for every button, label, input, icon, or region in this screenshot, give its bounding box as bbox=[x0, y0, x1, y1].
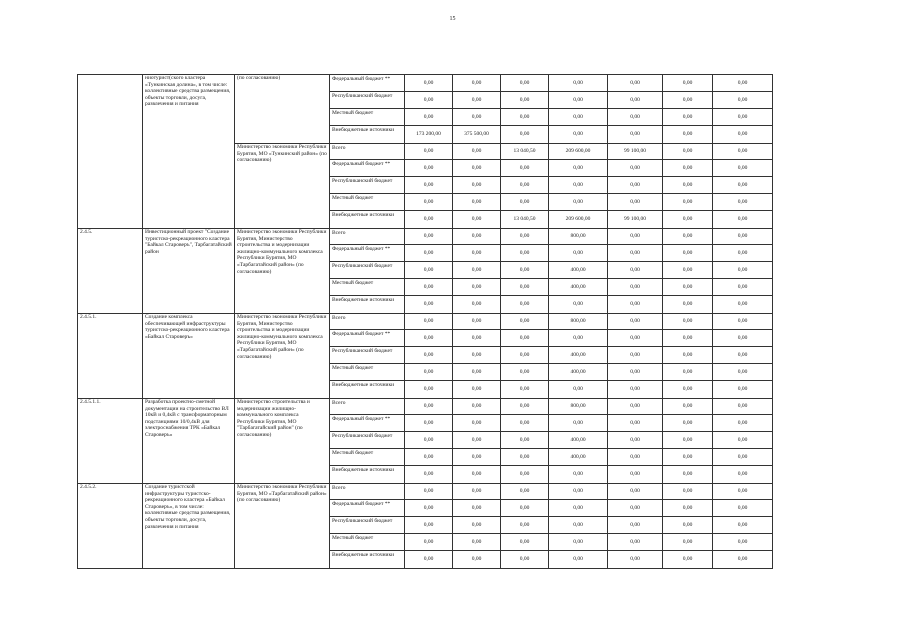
amount-cell: 0,00 bbox=[501, 364, 549, 381]
amount-cell: 0,00 bbox=[608, 534, 663, 551]
item-name: Создание туристской инфраструктуры туристско-рекреационного кластера «Байкал Староверъ», в том числе: коллективные средства размещения, объекты торговли, досуга, развлечения и питания bbox=[143, 484, 235, 569]
amount-cell: 0,00 bbox=[663, 432, 713, 449]
amount-cell: 0,00 bbox=[608, 399, 663, 415]
amount-cell: 0,00 bbox=[405, 534, 453, 551]
amount-cell: 0,00 bbox=[453, 262, 501, 279]
amount-cell: 0,00 bbox=[713, 262, 773, 279]
amount-cell: 0,00 bbox=[608, 160, 663, 177]
amount-cell: 0,00 bbox=[405, 245, 453, 262]
amount-cell: 0,00 bbox=[501, 399, 549, 415]
item-code: 2.4.5.1.1. bbox=[78, 399, 143, 484]
amount-cell: 0,00 bbox=[713, 330, 773, 347]
amount-cell: 0,00 bbox=[663, 279, 713, 296]
amount-cell: 0,00 bbox=[713, 466, 773, 484]
amount-cell: 0,00 bbox=[453, 296, 501, 314]
amount-cell: 0,00 bbox=[608, 75, 663, 92]
executor: Министерство строительства и модернизации жилищно-коммунального комплекса Республики Бурятия, МО "Тарбагатайский район" (по согласованию) bbox=[235, 399, 330, 484]
amount-cell: 0,00 bbox=[549, 534, 608, 551]
amount-cell: 0,00 bbox=[713, 296, 773, 314]
amount-cell: 0,00 bbox=[453, 314, 501, 330]
amount-cell: 0,00 bbox=[713, 194, 773, 211]
amount-cell: 0,00 bbox=[663, 500, 713, 517]
amount-cell: 0,00 bbox=[501, 432, 549, 449]
amount-cell: 0,00 bbox=[549, 551, 608, 569]
amount-cell: 0,00 bbox=[663, 449, 713, 466]
amount-cell: 0,00 bbox=[501, 484, 549, 500]
amount-cell: 0,00 bbox=[405, 330, 453, 347]
executor: Министерство экономики Республики Бурятия, МО «Тарбагатайский район» (по согласованию) bbox=[235, 484, 330, 569]
amount-cell: 0,00 bbox=[713, 160, 773, 177]
executor: Министерство экономики Республики Бурятия, МО «Тункинский район» (по согласованию) bbox=[235, 144, 330, 229]
amount-cell: 0,00 bbox=[453, 144, 501, 160]
amount-cell: 0,00 bbox=[713, 245, 773, 262]
amount-cell: 0,00 bbox=[549, 160, 608, 177]
amount-cell: 0,00 bbox=[405, 415, 453, 432]
source-total: Всего bbox=[330, 144, 405, 160]
amount-cell: 0,00 bbox=[501, 415, 549, 432]
source-local: Местный бюджет bbox=[330, 279, 405, 296]
amount-cell: 0,00 bbox=[608, 194, 663, 211]
amount-cell: 0,00 bbox=[663, 109, 713, 126]
amount-cell: 0,00 bbox=[713, 484, 773, 500]
source-federal: Федеральный бюджет ** bbox=[330, 75, 405, 92]
amount-cell: 0,00 bbox=[663, 296, 713, 314]
amount-cell: 400,00 bbox=[549, 364, 608, 381]
amount-cell: 0,00 bbox=[453, 177, 501, 194]
amount-cell: 0,00 bbox=[663, 160, 713, 177]
amount-cell: 0,00 bbox=[453, 347, 501, 364]
amount-cell: 0,00 bbox=[453, 415, 501, 432]
amount-cell: 0,00 bbox=[501, 126, 549, 144]
amount-cell: 0,00 bbox=[405, 551, 453, 569]
amount-cell: 0,00 bbox=[405, 211, 453, 229]
source-federal: Федеральный бюджет ** bbox=[330, 415, 405, 432]
amount-cell: 0,00 bbox=[501, 262, 549, 279]
amount-cell: 0,00 bbox=[501, 314, 549, 330]
amount-cell: 0,00 bbox=[549, 92, 608, 109]
amount-cell: 0,00 bbox=[608, 500, 663, 517]
source-total: Всего bbox=[330, 484, 405, 500]
amount-cell: 0,00 bbox=[501, 517, 549, 534]
amount-cell: 0,00 bbox=[405, 177, 453, 194]
amount-cell: 0,00 bbox=[549, 296, 608, 314]
amount-cell: 0,00 bbox=[549, 75, 608, 92]
amount-cell: 0,00 bbox=[713, 381, 773, 399]
amount-cell: 0,00 bbox=[549, 177, 608, 194]
amount-cell: 800,00 bbox=[549, 399, 608, 415]
amount-cell: 13 040,50 bbox=[501, 144, 549, 160]
amount-cell: 0,00 bbox=[663, 314, 713, 330]
amount-cell: 0,00 bbox=[663, 517, 713, 534]
amount-cell: 0,00 bbox=[713, 500, 773, 517]
amount-cell: 0,00 bbox=[549, 381, 608, 399]
source-extrabudget: Внебюджетные источники bbox=[330, 551, 405, 569]
source-federal: Федеральный бюджет ** bbox=[330, 500, 405, 517]
amount-cell: 0,00 bbox=[713, 432, 773, 449]
item-name: Разработка проектно-сметной документации на строительство ВЛ 10кВ и 0,4кВ с трансформаторным подстанциями 10/0,4кВ для электроснабжения ТРК «Байкал Староверъ» bbox=[143, 399, 235, 484]
amount-cell: 0,00 bbox=[405, 399, 453, 415]
amount-cell: 0,00 bbox=[501, 160, 549, 177]
amount-cell: 0,00 bbox=[713, 449, 773, 466]
amount-cell: 0,00 bbox=[405, 279, 453, 296]
amount-cell: 0,00 bbox=[608, 466, 663, 484]
amount-cell: 0,00 bbox=[453, 449, 501, 466]
amount-cell: 0,00 bbox=[608, 517, 663, 534]
amount-cell: 0,00 bbox=[405, 229, 453, 245]
item-code: 2.4.5.2. bbox=[78, 484, 143, 569]
amount-cell: 0,00 bbox=[608, 177, 663, 194]
amount-cell: 0,00 bbox=[453, 534, 501, 551]
source-republic: Республиканский бюджет bbox=[330, 177, 405, 194]
amount-cell: 0,00 bbox=[405, 92, 453, 109]
amount-cell: 0,00 bbox=[663, 177, 713, 194]
amount-cell: 0,00 bbox=[453, 381, 501, 399]
amount-cell: 0,00 bbox=[713, 279, 773, 296]
amount-cell: 400,00 bbox=[549, 279, 608, 296]
amount-cell: 0,00 bbox=[453, 92, 501, 109]
table-row bbox=[78, 75, 773, 92]
amount-cell: 400,00 bbox=[549, 262, 608, 279]
amount-cell: 0,00 bbox=[608, 432, 663, 449]
amount-cell: 0,00 bbox=[501, 194, 549, 211]
amount-cell: 0,00 bbox=[608, 449, 663, 466]
amount-cell: 375 500,00 bbox=[453, 126, 501, 144]
amount-cell: 0,00 bbox=[663, 399, 713, 415]
amount-cell: 0,00 bbox=[713, 75, 773, 92]
amount-cell: 0,00 bbox=[501, 109, 549, 126]
amount-cell: 0,00 bbox=[501, 381, 549, 399]
amount-cell: 0,00 bbox=[608, 262, 663, 279]
amount-cell: 0,00 bbox=[405, 449, 453, 466]
amount-cell: 0,00 bbox=[713, 364, 773, 381]
amount-cell: 0,00 bbox=[608, 92, 663, 109]
amount-cell: 0,00 bbox=[453, 466, 501, 484]
amount-cell: 0,00 bbox=[549, 109, 608, 126]
amount-cell: 400,00 bbox=[549, 432, 608, 449]
amount-cell: 800,00 bbox=[549, 229, 608, 245]
amount-cell: 0,00 bbox=[453, 517, 501, 534]
amount-cell: 0,00 bbox=[663, 75, 713, 92]
amount-cell: 0,00 bbox=[663, 347, 713, 364]
amount-cell: 0,00 bbox=[663, 364, 713, 381]
amount-cell: 0,00 bbox=[501, 92, 549, 109]
amount-cell: 0,00 bbox=[405, 296, 453, 314]
amount-cell: 0,00 bbox=[453, 484, 501, 500]
amount-cell: 0,00 bbox=[713, 211, 773, 229]
executor: Министерство экономики Республики Бурятия, Министерство строительства и модернизации жилищно-коммунального комплекса Республики Бурятия, МО «Тарбагатайский район» (по согласованию) bbox=[235, 229, 330, 314]
source-extrabudget: Внебюджетные источники bbox=[330, 381, 405, 399]
amount-cell: 0,00 bbox=[663, 534, 713, 551]
amount-cell: 0,00 bbox=[608, 229, 663, 245]
amount-cell: 0,00 bbox=[453, 160, 501, 177]
amount-cell: 0,00 bbox=[663, 126, 713, 144]
amount-cell: 0,00 bbox=[453, 194, 501, 211]
amount-cell: 0,00 bbox=[713, 92, 773, 109]
table-row bbox=[78, 229, 773, 245]
source-federal: Федеральный бюджет ** bbox=[330, 160, 405, 177]
amount-cell: 0,00 bbox=[405, 347, 453, 364]
source-local: Местный бюджет bbox=[330, 449, 405, 466]
amount-cell: 0,00 bbox=[713, 177, 773, 194]
amount-cell: 0,00 bbox=[405, 160, 453, 177]
amount-cell: 0,00 bbox=[608, 245, 663, 262]
source-republic: Республиканский бюджет bbox=[330, 347, 405, 364]
amount-cell: 0,00 bbox=[501, 330, 549, 347]
amount-cell: 0,00 bbox=[405, 381, 453, 399]
amount-cell: 0,00 bbox=[501, 466, 549, 484]
source-total: Всего bbox=[330, 314, 405, 330]
amount-cell: 0,00 bbox=[501, 500, 549, 517]
executor: (по согласованию) bbox=[235, 75, 330, 144]
amount-cell: 0,00 bbox=[663, 484, 713, 500]
amount-cell: 0,00 bbox=[405, 75, 453, 92]
amount-cell: 0,00 bbox=[453, 75, 501, 92]
amount-cell: 0,00 bbox=[713, 229, 773, 245]
item-name: Инвестиционный проект "Создание туристско-рекреационного кластера "Байкал Староверъ", Тарбагатайский район bbox=[143, 229, 235, 314]
amount-cell: 0,00 bbox=[663, 194, 713, 211]
amount-cell: 0,00 bbox=[453, 364, 501, 381]
amount-cell: 0,00 bbox=[405, 484, 453, 500]
amount-cell: 0,00 bbox=[405, 466, 453, 484]
source-republic: Республиканский бюджет bbox=[330, 517, 405, 534]
amount-cell: 0,00 bbox=[453, 500, 501, 517]
amount-cell: 0,00 bbox=[501, 75, 549, 92]
amount-cell: 0,00 bbox=[453, 330, 501, 347]
amount-cell: 0,00 bbox=[405, 364, 453, 381]
table-row bbox=[78, 314, 773, 330]
amount-cell: 0,00 bbox=[608, 126, 663, 144]
amount-cell: 0,00 bbox=[608, 347, 663, 364]
amount-cell: 0,00 bbox=[405, 194, 453, 211]
amount-cell: 0,00 bbox=[405, 109, 453, 126]
amount-cell: 0,00 bbox=[608, 109, 663, 126]
amount-cell: 0,00 bbox=[501, 347, 549, 364]
source-local: Местный бюджет bbox=[330, 194, 405, 211]
amount-cell: 400,00 bbox=[549, 347, 608, 364]
source-federal: Федеральный бюджет ** bbox=[330, 245, 405, 262]
amount-cell: 0,00 bbox=[608, 279, 663, 296]
amount-cell: 0,00 bbox=[453, 399, 501, 415]
amount-cell: 0,00 bbox=[549, 517, 608, 534]
item-code bbox=[78, 75, 143, 229]
amount-cell: 0,00 bbox=[713, 399, 773, 415]
source-local: Местный бюджет bbox=[330, 109, 405, 126]
item-code: 2.4.5. bbox=[78, 229, 143, 314]
amount-cell: 0,00 bbox=[501, 534, 549, 551]
amount-cell: 0,00 bbox=[713, 314, 773, 330]
amount-cell: 0,00 bbox=[713, 347, 773, 364]
amount-cell: 0,00 bbox=[663, 144, 713, 160]
source-extrabudget: Внебюджетные источники bbox=[330, 296, 405, 314]
source-total: Всего bbox=[330, 229, 405, 245]
amount-cell: 0,00 bbox=[405, 262, 453, 279]
amount-cell: 0,00 bbox=[405, 517, 453, 534]
source-total: Всего bbox=[330, 399, 405, 415]
amount-cell: 0,00 bbox=[713, 126, 773, 144]
amount-cell: 0,00 bbox=[405, 500, 453, 517]
amount-cell: 209 600,00 bbox=[549, 144, 608, 160]
amount-cell: 0,00 bbox=[453, 551, 501, 569]
amount-cell: 0,00 bbox=[549, 484, 608, 500]
amount-cell: 0,00 bbox=[608, 314, 663, 330]
amount-cell: 0,00 bbox=[405, 144, 453, 160]
amount-cell: 0,00 bbox=[453, 229, 501, 245]
executor: Министерство экономики Республики Бурятия, Министерство строительства и модернизации жилищно-коммунального комплекса Республики Бурятия, МО «Тарбагатайский район» (по согласованию) bbox=[235, 314, 330, 399]
amount-cell: 0,00 bbox=[405, 314, 453, 330]
amount-cell: 0,00 bbox=[549, 126, 608, 144]
amount-cell: 0,00 bbox=[663, 92, 713, 109]
source-extrabudget: Внебюджетные источники bbox=[330, 211, 405, 229]
amount-cell: 400,00 bbox=[549, 449, 608, 466]
amount-cell: 0,00 bbox=[713, 551, 773, 569]
page-number: 15 bbox=[449, 16, 456, 22]
amount-cell: 0,00 bbox=[549, 194, 608, 211]
amount-cell: 0,00 bbox=[549, 466, 608, 484]
amount-cell: 0,00 bbox=[608, 296, 663, 314]
amount-cell: 0,00 bbox=[663, 262, 713, 279]
amount-cell: 0,00 bbox=[608, 484, 663, 500]
amount-cell: 0,00 bbox=[608, 415, 663, 432]
source-republic: Республиканский бюджет bbox=[330, 92, 405, 109]
item-name: Создание комплекса обеспечивающей инфраструктуры туристско-рекреационного кластера «Байкал Староверъ» bbox=[143, 314, 235, 399]
amount-cell: 0,00 bbox=[663, 466, 713, 484]
amount-cell: 0,00 bbox=[663, 330, 713, 347]
amount-cell: 0,00 bbox=[713, 517, 773, 534]
amount-cell: 0,00 bbox=[663, 551, 713, 569]
amount-cell: 0,00 bbox=[501, 229, 549, 245]
amount-cell: 0,00 bbox=[608, 551, 663, 569]
table-row bbox=[78, 399, 773, 415]
amount-cell: 0,00 bbox=[663, 229, 713, 245]
item-name: ниотурист(ского кластера «Тункинская долина», в том числе: коллективные средства размещения, объекты торговли, досуга, развлечения и питания bbox=[143, 75, 235, 229]
amount-cell: 0,00 bbox=[663, 381, 713, 399]
amount-cell: 0,00 bbox=[549, 500, 608, 517]
amount-cell: 0,00 bbox=[453, 109, 501, 126]
source-republic: Республиканский бюджет bbox=[330, 432, 405, 449]
amount-cell: 99 100,00 bbox=[608, 144, 663, 160]
source-federal: Федеральный бюджет ** bbox=[330, 330, 405, 347]
amount-cell: 0,00 bbox=[453, 245, 501, 262]
amount-cell: 0,00 bbox=[501, 296, 549, 314]
amount-cell: 0,00 bbox=[608, 364, 663, 381]
amount-cell: 0,00 bbox=[501, 551, 549, 569]
table-row bbox=[78, 484, 773, 500]
amount-cell: 0,00 bbox=[549, 245, 608, 262]
amount-cell: 173 200,00 bbox=[405, 126, 453, 144]
amount-cell: 0,00 bbox=[453, 279, 501, 296]
amount-cell: 0,00 bbox=[713, 534, 773, 551]
amount-cell: 0,00 bbox=[501, 177, 549, 194]
amount-cell: 0,00 bbox=[501, 245, 549, 262]
source-local: Местный бюджет bbox=[330, 534, 405, 551]
amount-cell: 0,00 bbox=[713, 109, 773, 126]
amount-cell: 0,00 bbox=[549, 330, 608, 347]
source-local: Местный бюджет bbox=[330, 364, 405, 381]
amount-cell: 0,00 bbox=[663, 415, 713, 432]
source-republic: Республиканский бюджет bbox=[330, 262, 405, 279]
source-extrabudget: Внебюджетные источники bbox=[330, 126, 405, 144]
amount-cell: 0,00 bbox=[501, 449, 549, 466]
amount-cell: 0,00 bbox=[453, 432, 501, 449]
amount-cell: 0,00 bbox=[663, 245, 713, 262]
amount-cell: 0,00 bbox=[501, 279, 549, 296]
amount-cell: 0,00 bbox=[608, 330, 663, 347]
amount-cell: 0,00 bbox=[713, 415, 773, 432]
amount-cell: 0,00 bbox=[663, 211, 713, 229]
item-code: 2.4.5.1. bbox=[78, 314, 143, 399]
amount-cell: 0,00 bbox=[453, 211, 501, 229]
amount-cell: 0,00 bbox=[608, 381, 663, 399]
amount-cell: 209 600,00 bbox=[549, 211, 608, 229]
amount-cell: 0,00 bbox=[549, 415, 608, 432]
budget-table bbox=[77, 74, 773, 569]
amount-cell: 13 040,50 bbox=[501, 211, 549, 229]
amount-cell: 800,00 bbox=[549, 314, 608, 330]
amount-cell: 0,00 bbox=[713, 144, 773, 160]
amount-cell: 99 100,00 bbox=[608, 211, 663, 229]
source-extrabudget: Внебюджетные источники bbox=[330, 466, 405, 484]
amount-cell: 0,00 bbox=[405, 432, 453, 449]
